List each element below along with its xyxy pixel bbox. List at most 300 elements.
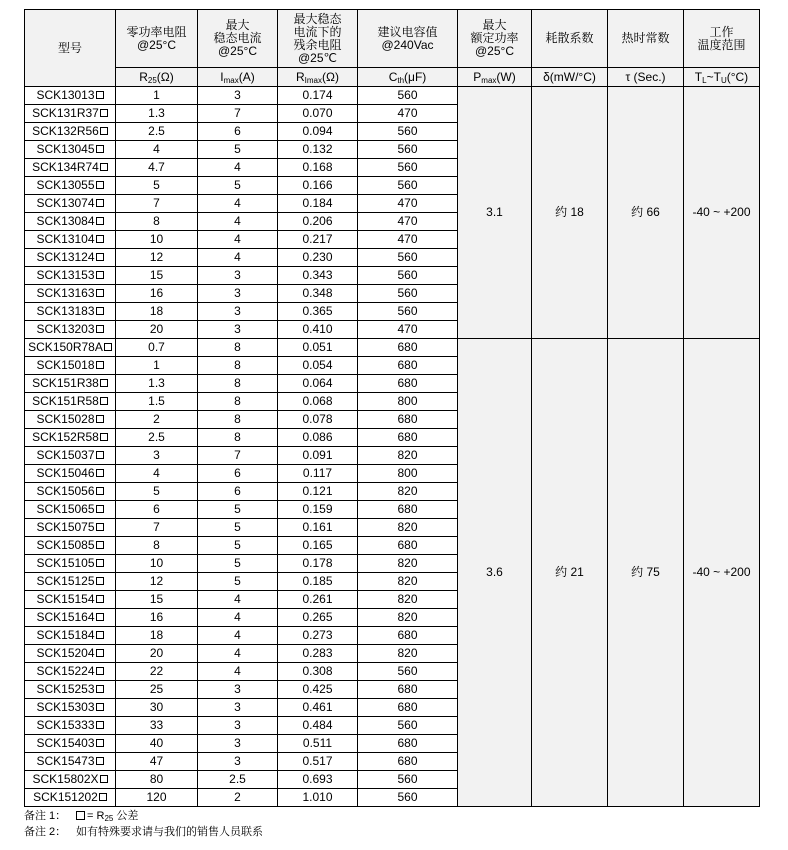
model-name: SCK15105 [36, 556, 95, 570]
model-name: SCK13203 [36, 322, 95, 336]
rimax-cell: 0.051 [278, 339, 358, 357]
rimax-cell: 0.365 [278, 303, 358, 321]
unit-rimax: $R_{Imax}(\Omega)$ [278, 68, 358, 87]
rimax-cell: 0.517 [278, 753, 358, 771]
header-tau: 热时常数 [608, 10, 684, 68]
rimax-cell: 0.693 [278, 771, 358, 789]
r25-cell: 6 [116, 501, 198, 519]
rimax-cell: 0.094 [278, 123, 358, 141]
cth-cell: 820 [358, 573, 458, 591]
rimax-cell: 0.484 [278, 717, 358, 735]
model-cell [25, 753, 116, 771]
rimax-cell: 0.343 [278, 267, 358, 285]
imax-cell: 5 [198, 519, 278, 537]
model-cell [25, 141, 116, 159]
r25-cell: 12 [116, 573, 198, 591]
r25-cell: 25 [116, 681, 198, 699]
pmax-cell: 3.6 [458, 339, 532, 807]
cth-cell: 820 [358, 591, 458, 609]
r25-cell: 30 [116, 699, 198, 717]
tolerance-box-icon [96, 253, 104, 261]
cth-cell: 680 [358, 699, 458, 717]
model-name: SCK15473 [36, 754, 95, 768]
rimax-cell: 0.511 [278, 735, 358, 753]
rimax-cell: 0.054 [278, 357, 358, 375]
unit-imax: $I_{max}(A)$ [198, 68, 278, 87]
imax-cell: 4 [198, 213, 278, 231]
r25-cell: 12 [116, 249, 198, 267]
model-cell [25, 519, 116, 537]
imax-cell: 6 [198, 123, 278, 141]
cth-cell: 560 [358, 123, 458, 141]
r25-cell: 8 [116, 213, 198, 231]
header-model: 型号 [25, 10, 116, 87]
cth-cell: 560 [358, 303, 458, 321]
notes [24, 808, 263, 840]
temp-range-cell: -40 ~ +200 [684, 87, 760, 339]
delta-cell: 约 21 [532, 339, 608, 807]
r25-cell: 2.5 [116, 123, 198, 141]
model-cell [25, 267, 116, 285]
r25-cell: 4 [116, 465, 198, 483]
model-cell [25, 789, 116, 807]
model-name: SCK15802X [32, 772, 99, 786]
model-name: SCK13183 [36, 304, 95, 318]
imax-cell: 8 [198, 339, 278, 357]
tolerance-box-icon [96, 649, 104, 657]
unit-temp: $T_L\sim T_U(^\circ C)$ [684, 68, 760, 87]
model-cell [25, 303, 116, 321]
r25-cell: 16 [116, 285, 198, 303]
tolerance-box-icon [100, 127, 108, 135]
model-cell [25, 627, 116, 645]
note-1-sub: 25 [104, 814, 114, 823]
tolerance-box-icon [96, 217, 104, 225]
r25-cell: 15 [116, 267, 198, 285]
imax-cell: 7 [198, 447, 278, 465]
imax-cell: 3 [198, 303, 278, 321]
cth-cell: 820 [358, 447, 458, 465]
model-name: SCK13153 [36, 268, 95, 282]
model-name: SCK15046 [36, 466, 95, 480]
cth-cell: 800 [358, 393, 458, 411]
model-cell [25, 699, 116, 717]
model-cell [25, 771, 116, 789]
cth-cell: 680 [358, 681, 458, 699]
model-cell [25, 537, 116, 555]
imax-cell: 5 [198, 573, 278, 591]
header-imax: 最大 稳态电流 @25°C [198, 10, 278, 68]
model-cell [25, 177, 116, 195]
cth-cell: 820 [358, 483, 458, 501]
cth-cell: 680 [358, 537, 458, 555]
r25-cell: 4 [116, 141, 198, 159]
model-cell [25, 393, 116, 411]
r25-cell: 22 [116, 663, 198, 681]
rimax-cell: 0.166 [278, 177, 358, 195]
tolerance-box-icon [96, 415, 104, 423]
model-name: SCK15018 [36, 358, 95, 372]
model-cell [25, 357, 116, 375]
model-cell [25, 447, 116, 465]
cth-cell: 560 [358, 663, 458, 681]
tolerance-box-icon [96, 289, 104, 297]
table-row [25, 339, 760, 357]
unit-r25: $R_{25}(\Omega)$ [116, 68, 198, 87]
r25-cell: 7 [116, 519, 198, 537]
tolerance-box-icon [96, 271, 104, 279]
rimax-cell: 0.078 [278, 411, 358, 429]
model-name: SCK152R58 [32, 430, 99, 444]
note-2-label: 备注 2： [24, 826, 67, 838]
imax-cell: 8 [198, 375, 278, 393]
model-cell [25, 609, 116, 627]
header-cth: 建议电容值 @240Vac [358, 10, 458, 68]
cth-cell: 560 [358, 789, 458, 807]
model-name: SCK15253 [36, 682, 95, 696]
imax-cell: 3 [198, 717, 278, 735]
model-name: SCK151R38 [32, 376, 99, 390]
cth-cell: 680 [358, 735, 458, 753]
tolerance-box-icon [96, 505, 104, 513]
imax-cell: 6 [198, 483, 278, 501]
header-rimax: 最大稳态 电流下的 残余电阻 @25℃ [278, 10, 358, 68]
cth-cell: 820 [358, 645, 458, 663]
r25-cell: 18 [116, 303, 198, 321]
model-cell [25, 663, 116, 681]
cth-cell: 560 [358, 87, 458, 105]
imax-cell: 8 [198, 429, 278, 447]
note-1-label: 备注 1： [24, 810, 67, 822]
model-name: SCK13074 [36, 196, 95, 210]
r25-cell: 1.3 [116, 375, 198, 393]
tolerance-box-icon [96, 703, 104, 711]
model-name: SCK151202 [33, 790, 98, 804]
model-cell [25, 411, 116, 429]
model-name: SCK15028 [36, 412, 95, 426]
model-cell [25, 681, 116, 699]
r25-cell: 15 [116, 591, 198, 609]
r25-cell: 2 [116, 411, 198, 429]
tolerance-box-icon [96, 469, 104, 477]
imax-cell: 3 [198, 735, 278, 753]
imax-cell: 4 [198, 627, 278, 645]
tolerance-box-icon [96, 523, 104, 531]
cth-cell: 560 [358, 771, 458, 789]
tolerance-box-icon [96, 145, 104, 153]
tolerance-box-icon [100, 163, 108, 171]
rimax-cell: 0.174 [278, 87, 358, 105]
rimax-cell: 0.159 [278, 501, 358, 519]
imax-cell: 5 [198, 555, 278, 573]
tolerance-box-icon [96, 577, 104, 585]
rimax-cell: 0.348 [278, 285, 358, 303]
model-name: SCK15403 [36, 736, 95, 750]
imax-cell: 4 [198, 609, 278, 627]
header-temp: 工作 温度范围 [684, 10, 760, 68]
model-name: SCK15037 [36, 448, 95, 462]
tolerance-box-icon [96, 757, 104, 765]
imax-cell: 2.5 [198, 771, 278, 789]
imax-cell: 5 [198, 177, 278, 195]
header-delta: 耗散系数 [532, 10, 608, 68]
model-cell [25, 483, 116, 501]
imax-cell: 3 [198, 321, 278, 339]
tolerance-box-icon [96, 199, 104, 207]
model-name: SCK15085 [36, 538, 95, 552]
model-cell [25, 249, 116, 267]
imax-cell: 4 [198, 645, 278, 663]
imax-cell: 3 [198, 681, 278, 699]
cth-cell: 680 [358, 429, 458, 447]
r25-cell: 20 [116, 645, 198, 663]
model-name: SCK15125 [36, 574, 95, 588]
model-name: SCK15204 [36, 646, 95, 660]
tolerance-box-icon [96, 541, 104, 549]
model-cell [25, 285, 116, 303]
r25-cell: 10 [116, 555, 198, 573]
model-name: SCK13045 [36, 142, 95, 156]
cth-cell: 560 [358, 717, 458, 735]
note-1 [24, 808, 263, 824]
rimax-cell: 1.010 [278, 789, 358, 807]
spec-table [24, 9, 760, 807]
imax-cell: 2 [198, 789, 278, 807]
imax-cell: 8 [198, 393, 278, 411]
r25-cell: 0.7 [116, 339, 198, 357]
cth-cell: 470 [358, 105, 458, 123]
tolerance-box-icon [96, 739, 104, 747]
rimax-cell: 0.184 [278, 195, 358, 213]
rimax-cell: 0.117 [278, 465, 358, 483]
r25-cell: 1.3 [116, 105, 198, 123]
spec-table-body [25, 87, 760, 807]
model-cell [25, 87, 116, 105]
model-name: SCK150R78A [28, 340, 103, 354]
cth-cell: 470 [358, 321, 458, 339]
model-name: SCK15056 [36, 484, 95, 498]
model-cell [25, 555, 116, 573]
r25-cell: 120 [116, 789, 198, 807]
rimax-cell: 0.273 [278, 627, 358, 645]
cth-cell: 820 [358, 555, 458, 573]
rimax-cell: 0.165 [278, 537, 358, 555]
model-cell [25, 735, 116, 753]
r25-cell: 3 [116, 447, 198, 465]
cth-cell: 560 [358, 285, 458, 303]
cth-cell: 560 [358, 249, 458, 267]
cth-cell: 560 [358, 141, 458, 159]
imax-cell: 5 [198, 141, 278, 159]
model-cell [25, 159, 116, 177]
model-cell [25, 123, 116, 141]
note-2-text: 如有特殊要求请与我们的销售人员联系 [76, 826, 263, 838]
model-name: SCK134R74 [32, 160, 99, 174]
model-cell [25, 501, 116, 519]
temp-range-cell: -40 ~ +200 [684, 339, 760, 807]
model-name: SCK13104 [36, 232, 95, 246]
r25-cell: 5 [116, 483, 198, 501]
rimax-cell: 0.265 [278, 609, 358, 627]
rimax-cell: 0.161 [278, 519, 358, 537]
r25-cell: 5 [116, 177, 198, 195]
model-cell [25, 105, 116, 123]
rimax-cell: 0.425 [278, 681, 358, 699]
r25-cell: 1 [116, 87, 198, 105]
delta-cell: 约 18 [532, 87, 608, 339]
cth-cell: 680 [358, 339, 458, 357]
model-cell [25, 429, 116, 447]
tolerance-box-icon [99, 793, 107, 801]
tolerance-box-icon [96, 721, 104, 729]
rimax-cell: 0.178 [278, 555, 358, 573]
cth-cell: 800 [358, 465, 458, 483]
imax-cell: 5 [198, 501, 278, 519]
note-1-post: 公差 [113, 810, 139, 822]
r25-cell: 7 [116, 195, 198, 213]
cth-cell: 560 [358, 177, 458, 195]
cth-cell: 560 [358, 159, 458, 177]
tolerance-box-icon [100, 379, 108, 387]
rimax-cell: 0.068 [278, 393, 358, 411]
model-name: SCK13084 [36, 214, 95, 228]
imax-cell: 4 [198, 663, 278, 681]
cth-cell: 680 [358, 375, 458, 393]
rimax-cell: 0.461 [278, 699, 358, 717]
tolerance-box-icon [96, 667, 104, 675]
model-name: SCK131R37 [32, 106, 99, 120]
tolerance-box-icon [96, 181, 104, 189]
imax-cell: 4 [198, 231, 278, 249]
model-cell [25, 375, 116, 393]
r25-cell: 8 [116, 537, 198, 555]
r25-cell: 4.7 [116, 159, 198, 177]
model-cell [25, 645, 116, 663]
r25-cell: 47 [116, 753, 198, 771]
r25-cell: 80 [116, 771, 198, 789]
imax-cell: 8 [198, 357, 278, 375]
model-cell [25, 213, 116, 231]
tolerance-box-icon [96, 235, 104, 243]
model-name: SCK15154 [36, 592, 95, 606]
rimax-cell: 0.217 [278, 231, 358, 249]
rimax-cell: 0.091 [278, 447, 358, 465]
tolerance-box-icon [104, 343, 112, 351]
r25-cell: 1.5 [116, 393, 198, 411]
unit-cth: $C_{th}(\mu F)$ [358, 68, 458, 87]
model-cell [25, 195, 116, 213]
imax-cell: 4 [198, 249, 278, 267]
tolerance-box-icon [76, 811, 85, 820]
rimax-cell: 0.206 [278, 213, 358, 231]
rimax-cell: 0.121 [278, 483, 358, 501]
imax-cell: 3 [198, 753, 278, 771]
model-name: SCK13124 [36, 250, 95, 264]
model-cell [25, 591, 116, 609]
rimax-cell: 0.185 [278, 573, 358, 591]
pmax-cell: 3.1 [458, 87, 532, 339]
tolerance-box-icon [96, 361, 104, 369]
rimax-cell: 0.070 [278, 105, 358, 123]
model-name: SCK15065 [36, 502, 95, 516]
cth-cell: 470 [358, 213, 458, 231]
model-name: SCK132R56 [32, 124, 99, 138]
rimax-cell: 0.261 [278, 591, 358, 609]
rimax-cell: 0.086 [278, 429, 358, 447]
model-cell [25, 321, 116, 339]
rimax-cell: 0.308 [278, 663, 358, 681]
model-name: SCK15303 [36, 700, 95, 714]
imax-cell: 3 [198, 285, 278, 303]
model-cell [25, 717, 116, 735]
tolerance-box-icon [96, 451, 104, 459]
cth-cell: 680 [358, 411, 458, 429]
note-2 [24, 824, 263, 840]
model-name: SCK13013 [36, 88, 95, 102]
rimax-cell: 0.064 [278, 375, 358, 393]
tolerance-box-icon [100, 433, 108, 441]
rimax-cell: 0.168 [278, 159, 358, 177]
cth-cell: 680 [358, 357, 458, 375]
tolerance-box-icon [96, 685, 104, 693]
model-cell [25, 465, 116, 483]
model-cell [25, 573, 116, 591]
imax-cell: 4 [198, 591, 278, 609]
rimax-cell: 0.283 [278, 645, 358, 663]
tolerance-box-icon [96, 613, 104, 621]
r25-cell: 33 [116, 717, 198, 735]
tolerance-box-icon [100, 397, 108, 405]
imax-cell: 4 [198, 159, 278, 177]
tolerance-box-icon [96, 307, 104, 315]
model-name: SCK15184 [36, 628, 95, 642]
model-cell [25, 339, 116, 357]
tolerance-box-icon [96, 487, 104, 495]
rimax-cell: 0.230 [278, 249, 358, 267]
model-cell [25, 231, 116, 249]
model-name: SCK15075 [36, 520, 95, 534]
cth-cell: 470 [358, 195, 458, 213]
r25-cell: 20 [116, 321, 198, 339]
tolerance-box-icon [96, 559, 104, 567]
imax-cell: 8 [198, 411, 278, 429]
cth-cell: 470 [358, 231, 458, 249]
tolerance-box-icon [96, 595, 104, 603]
model-name: SCK151R58 [32, 394, 99, 408]
header-pmax: 最大 额定功率 @25°C [458, 10, 532, 68]
note-1-pre: = R [87, 810, 105, 822]
imax-cell: 3 [198, 699, 278, 717]
header-r25: 零功率电阻 @25°C [116, 10, 198, 68]
tolerance-box-icon [96, 631, 104, 639]
model-name: SCK13163 [36, 286, 95, 300]
model-name: SCK13055 [36, 178, 95, 192]
r25-cell: 2.5 [116, 429, 198, 447]
tolerance-box-icon [96, 91, 104, 99]
cth-cell: 680 [358, 501, 458, 519]
model-name: SCK15164 [36, 610, 95, 624]
tolerance-box-icon [100, 775, 108, 783]
cth-cell: 680 [358, 627, 458, 645]
r25-cell: 1 [116, 357, 198, 375]
rimax-cell: 0.410 [278, 321, 358, 339]
imax-cell: 4 [198, 195, 278, 213]
tolerance-box-icon [100, 109, 108, 117]
imax-cell: 3 [198, 87, 278, 105]
r25-cell: 16 [116, 609, 198, 627]
tolerance-box-icon [96, 325, 104, 333]
model-name: SCK15333 [36, 718, 95, 732]
